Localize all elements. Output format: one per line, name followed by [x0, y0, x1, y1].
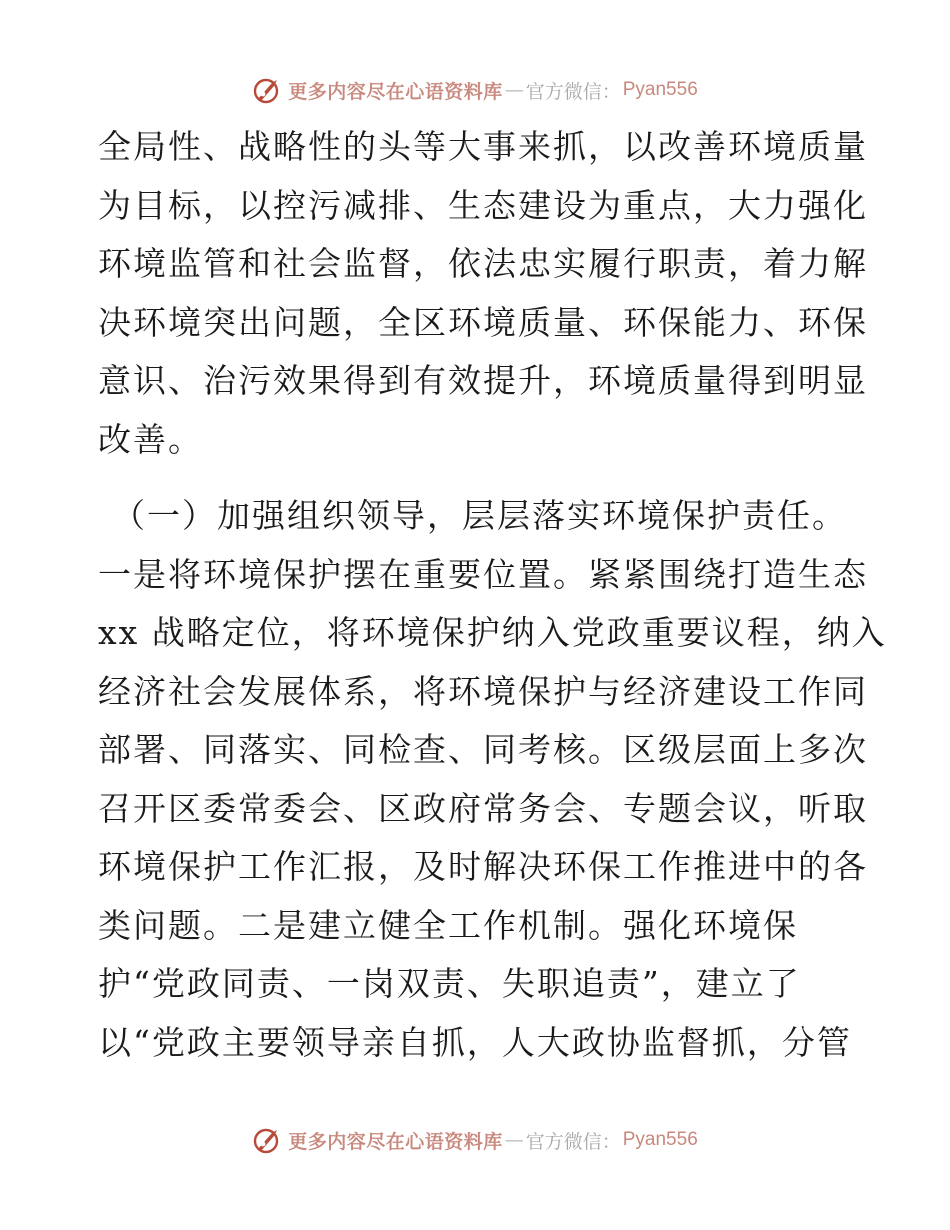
text-line: 决环境突出问题，全区环境质量、环保能力、环保 [98, 302, 868, 342]
text-line: 全局性、战略性的头等大事来抓，以改善环境质量 [98, 127, 868, 166]
pen-nib-logo-icon [252, 1125, 282, 1155]
banner-main-text: 更多内容尽在心语资料库 [288, 80, 503, 103]
header-banner [0, 70, 950, 110]
text-line: 护“党政同责、一岗双责、失职追责”，建立了 [98, 964, 801, 1003]
text-line: 环境保护工作汇报，及时解决环保工作推进中的各 [98, 847, 868, 886]
banner-wechat-id: Pyan556 [622, 79, 698, 100]
text-line: 经济社会发展体系，将环境保护与经济建设工作同 [98, 671, 868, 711]
banner-dash: — [504, 1129, 524, 1151]
text-line: 类问题。二是建立健全工作机制。强化环境保 [98, 905, 798, 945]
document-body [98, 118, 887, 1072]
banner-dash: — [504, 79, 524, 101]
paragraph-2 [98, 546, 887, 1073]
text-line: 一是将环境保护摆在重要位置。紧紧围绕打造生态 [98, 554, 868, 594]
text-line: 召开区委常委会、区政府常务会、专题会议，听取 [98, 788, 868, 828]
text-line: xx 战略定位，将环境保护纳入党政重要议程，纳入 [98, 613, 887, 652]
text-line: 部署、同落实、同检查、同考核。区级层面上多次 [98, 730, 868, 769]
footer-banner [0, 1120, 950, 1160]
banner-wechat-label: 官方微信： [525, 1130, 621, 1153]
banner-wechat-label: 官方微信： [525, 80, 621, 103]
section-heading: （一）加强组织领导，层层落实环境保护责任。 [112, 496, 847, 535]
text-line: 以“党政主要领导亲自抓，人大政协监督抓，分管 [98, 1022, 852, 1062]
banner-main-text: 更多内容尽在心语资料库 [288, 1130, 503, 1153]
banner-wechat-id: Pyan556 [622, 1129, 698, 1150]
text-line: 为目标，以控污减排、生态建设为重点，大力强化 [98, 185, 868, 225]
text-line: 改善。 [98, 419, 203, 459]
text-line: 意识、治污效果得到有效提升，环境质量得到明显 [98, 361, 868, 400]
pen-nib-logo-icon [252, 75, 282, 105]
paragraph-1 [98, 118, 868, 469]
paragraph-gap [98, 469, 858, 487]
text-line: 环境监管和社会监督，依法忠实履行职责，着力解 [98, 244, 868, 283]
